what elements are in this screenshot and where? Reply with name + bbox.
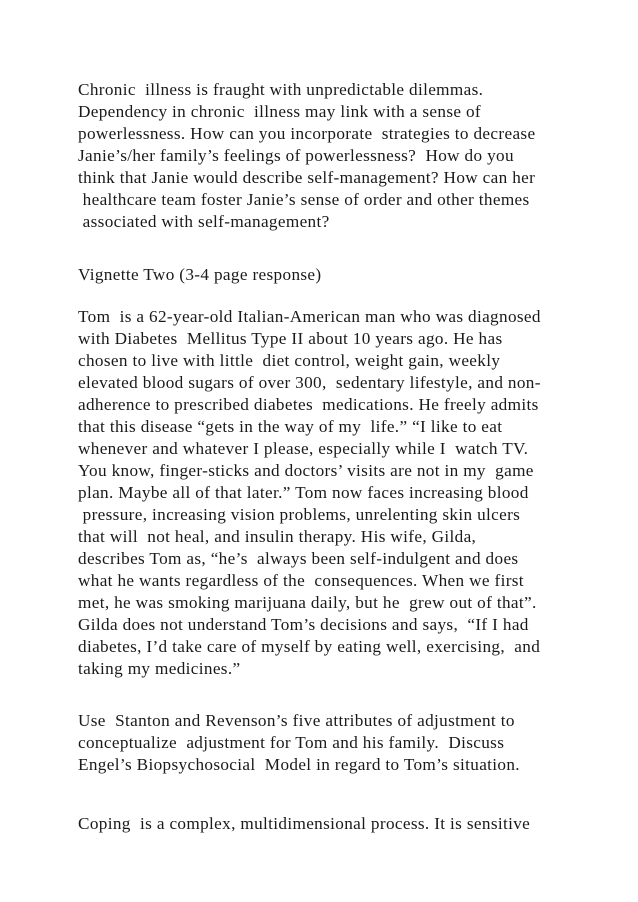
text-line: that this disease “gets in the way of my life.” “I like to eat xyxy=(78,417,503,436)
text-line: Chronic illness is fraught with unpredictable dilemmas. xyxy=(78,80,484,99)
text-line: Engel’s Biopsychosocial Model in regard to Tom’s situation. xyxy=(78,755,520,774)
text-line: plan. Maybe all of that later.” Tom now faces increasing blood xyxy=(78,483,529,502)
text-line: Janie’s/her family’s feelings of powerlessness? How do you xyxy=(78,146,514,165)
text-line: conceptualize adjustment for Tom and his family. Discuss xyxy=(78,733,505,752)
text-line: chosen to live with little diet control, weight gain, weekly xyxy=(78,351,501,370)
text-line: what he wants regardless of the consequences. When we first xyxy=(78,571,524,590)
text-line: with Diabetes Mellitus Type II about 10 years ago. He has xyxy=(78,329,503,348)
text-line: healthcare team foster Janie’s sense of order and other themes xyxy=(78,190,530,209)
text-line: Dependency in chronic illness may link with a sense of xyxy=(78,102,482,121)
section-heading: Vignette Two (3-4 page response) xyxy=(78,265,322,284)
text-line: adherence to prescribed diabetes medications. He freely admits xyxy=(78,395,539,414)
text-line: taking my medicines.” xyxy=(78,659,241,678)
text-line: think that Janie would describe self-management? How can her xyxy=(78,168,536,187)
text-line: describes Tom as, “he’s always been self-indulgent and does xyxy=(78,549,519,568)
text-line: Coping is a complex, multidimensional process. It is sensitive xyxy=(78,814,531,833)
text-line: Gilda does not understand Tom’s decisions and says, “If I had xyxy=(78,615,529,634)
text-line: pressure, increasing vision problems, unrelenting skin ulcers xyxy=(78,505,521,524)
text-line: that will not heal, and insulin therapy. His wife, Gilda, xyxy=(78,527,477,546)
text-line: met, he was smoking marijuana daily, but he grew out of that”. xyxy=(78,593,537,612)
text-line: whenever and whatever I please, especially while I watch TV. xyxy=(78,439,529,458)
text-line: powerlessness. How can you incorporate strategies to decrease xyxy=(78,124,536,143)
text-line: Tom is a 62-year-old Italian-American man who was diagnosed xyxy=(78,307,541,326)
text-line: associated with self-management? xyxy=(78,212,330,231)
text-line: Use Stanton and Revenson’s five attributes of adjustment to xyxy=(78,711,515,730)
text-line: You know, finger-sticks and doctors’ visits are not in my game xyxy=(78,461,534,480)
text-line: diabetes, I’d take care of myself by eating well, exercising, and xyxy=(78,637,541,656)
text-line: elevated blood sugars of over 300, sedentary lifestyle, and non- xyxy=(78,373,541,392)
